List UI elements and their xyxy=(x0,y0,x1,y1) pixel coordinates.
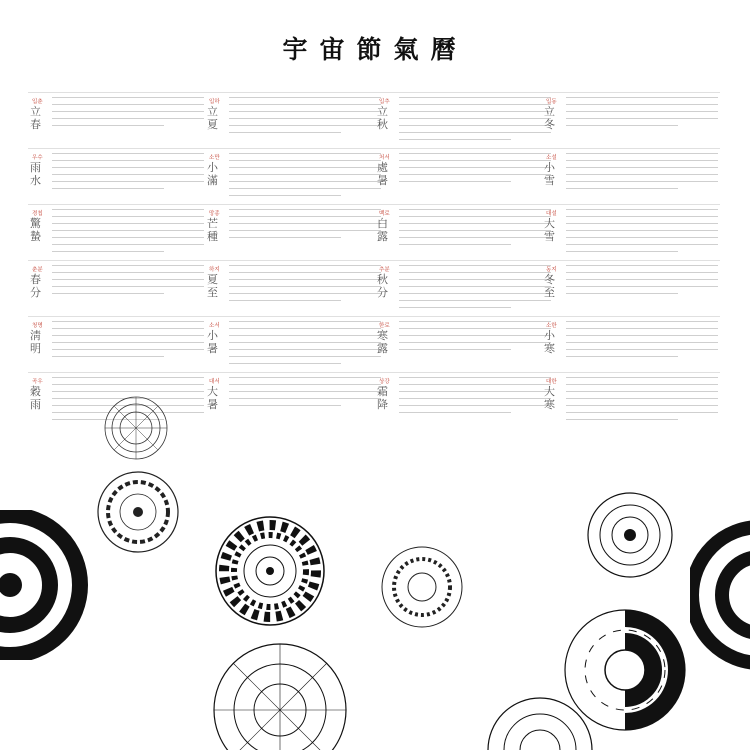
term-hangul-label: 입하 xyxy=(209,99,220,105)
term-description-text xyxy=(566,377,718,426)
term-hanja-label: 小暑 xyxy=(207,329,218,355)
term-hangul-label: 한로 xyxy=(379,323,390,329)
term-hangul-label: 대설 xyxy=(546,211,557,217)
circle-diagram-center xyxy=(380,545,464,629)
term-description-text xyxy=(52,321,204,363)
term-hangul-label: 동지 xyxy=(546,267,557,273)
circle-diagram-upper-1 xyxy=(103,395,169,461)
term-hangul-label: 청명 xyxy=(32,323,43,329)
circle-diagram-left xyxy=(0,510,90,660)
term-description-text xyxy=(229,97,381,139)
term-description-text xyxy=(52,209,204,258)
term-description-text xyxy=(566,321,718,363)
term-hangul-label: 상강 xyxy=(379,379,390,385)
term-hanja-label: 淸明 xyxy=(30,329,41,355)
solar-term-entry xyxy=(28,260,206,316)
term-description-text xyxy=(52,153,204,195)
term-description-text xyxy=(52,97,204,132)
solar-term-entry xyxy=(375,372,553,428)
solar-term-entry xyxy=(375,260,553,316)
solar-term-entry xyxy=(205,316,383,372)
term-hangul-label: 우수 xyxy=(32,155,43,161)
term-hanja-label: 處暑 xyxy=(377,161,388,187)
solar-term-entry xyxy=(28,204,206,260)
solar-term-entry xyxy=(205,148,383,204)
term-description-text xyxy=(229,153,381,202)
term-hangul-label: 백로 xyxy=(379,211,390,217)
term-description-text xyxy=(229,265,381,307)
term-hanja-label: 雨水 xyxy=(30,161,41,187)
term-hanja-label: 白露 xyxy=(377,217,388,243)
term-hanja-label: 寒露 xyxy=(377,329,388,355)
term-hanja-label: 冬至 xyxy=(544,273,555,299)
circle-diagram-upper-2 xyxy=(96,470,180,554)
circle-diagram-right-edge xyxy=(690,520,750,670)
term-description-text xyxy=(566,209,718,258)
solar-term-entry xyxy=(375,148,553,204)
term-hanja-label: 春分 xyxy=(30,273,41,299)
term-hanja-label: 秋分 xyxy=(377,273,388,299)
term-hangul-label: 경칩 xyxy=(32,211,43,217)
circle-diagram-bottom-lines xyxy=(210,640,350,750)
term-hanja-label: 大寒 xyxy=(544,385,555,411)
term-description-text xyxy=(229,209,381,244)
term-hangul-label: 입동 xyxy=(546,99,557,105)
solar-term-entry xyxy=(375,316,553,372)
term-description-text xyxy=(566,265,718,300)
term-hangul-label: 곡우 xyxy=(32,379,43,385)
circle-diagram-right-upper xyxy=(585,490,675,580)
solar-term-entry xyxy=(205,204,383,260)
term-description-text xyxy=(399,377,551,419)
term-hangul-label: 춘분 xyxy=(32,267,43,273)
solar-term-entry xyxy=(542,92,720,148)
term-column-summer xyxy=(205,92,383,428)
solar-term-entry xyxy=(28,316,206,372)
term-description-text xyxy=(399,265,551,314)
solar-term-entry xyxy=(375,92,553,148)
term-hangul-label: 추분 xyxy=(379,267,390,273)
term-hangul-label: 처서 xyxy=(379,155,390,161)
term-hangul-label: 망종 xyxy=(209,211,220,217)
term-hanja-label: 立冬 xyxy=(544,105,555,131)
term-description-text xyxy=(52,265,204,300)
term-column-winter xyxy=(542,92,720,428)
solar-term-entry xyxy=(542,260,720,316)
solar-term-entry xyxy=(205,260,383,316)
term-hanja-label: 立春 xyxy=(30,105,41,131)
term-hangul-label: 소서 xyxy=(209,323,220,329)
term-hangul-label: 입추 xyxy=(379,99,390,105)
term-description-text xyxy=(399,209,551,251)
solar-term-entry xyxy=(205,372,383,428)
term-hangul-label: 입춘 xyxy=(32,99,43,105)
term-description-text xyxy=(229,321,381,370)
term-hanja-label: 小滿 xyxy=(207,161,218,187)
term-hanja-label: 穀雨 xyxy=(30,385,41,411)
solar-term-entry xyxy=(542,372,720,428)
term-description-text xyxy=(399,153,551,188)
term-hanja-label: 夏至 xyxy=(207,273,218,299)
term-column-autumn xyxy=(375,92,553,428)
circle-diagram-checker xyxy=(214,515,326,627)
term-hanja-label: 小雪 xyxy=(544,161,555,187)
term-hanja-label: 立夏 xyxy=(207,105,218,131)
term-description-text xyxy=(229,377,381,412)
term-hangul-label: 대한 xyxy=(546,379,557,385)
term-column-spring xyxy=(28,92,206,428)
term-hanja-label: 大雪 xyxy=(544,217,555,243)
term-hangul-label: 소설 xyxy=(546,155,557,161)
solar-term-entry xyxy=(375,204,553,260)
term-description-text xyxy=(566,97,718,132)
solar-term-entry xyxy=(205,92,383,148)
term-hanja-label: 芒種 xyxy=(207,217,218,243)
solar-term-entry xyxy=(542,148,720,204)
circle-diagram-bottom-right xyxy=(485,680,595,750)
term-hangul-label: 소한 xyxy=(546,323,557,329)
term-description-text xyxy=(399,321,551,356)
term-hanja-label: 驚蟄 xyxy=(30,217,41,243)
solar-term-entry xyxy=(542,204,720,260)
solar-term-entry xyxy=(28,148,206,204)
term-hanja-label: 大暑 xyxy=(207,385,218,411)
solar-term-entry xyxy=(28,92,206,148)
term-hangul-label: 하지 xyxy=(209,267,220,273)
term-description-text xyxy=(566,153,718,195)
term-hangul-label: 대서 xyxy=(209,379,220,385)
term-hanja-label: 立秋 xyxy=(377,105,388,131)
page-title: 宇宙節氣曆 xyxy=(282,35,468,64)
term-description-text xyxy=(399,97,551,146)
term-hanja-label: 霜降 xyxy=(377,385,388,411)
solar-term-entry xyxy=(542,316,720,372)
term-hangul-label: 소만 xyxy=(209,155,220,161)
term-hanja-label: 小寒 xyxy=(544,329,555,355)
